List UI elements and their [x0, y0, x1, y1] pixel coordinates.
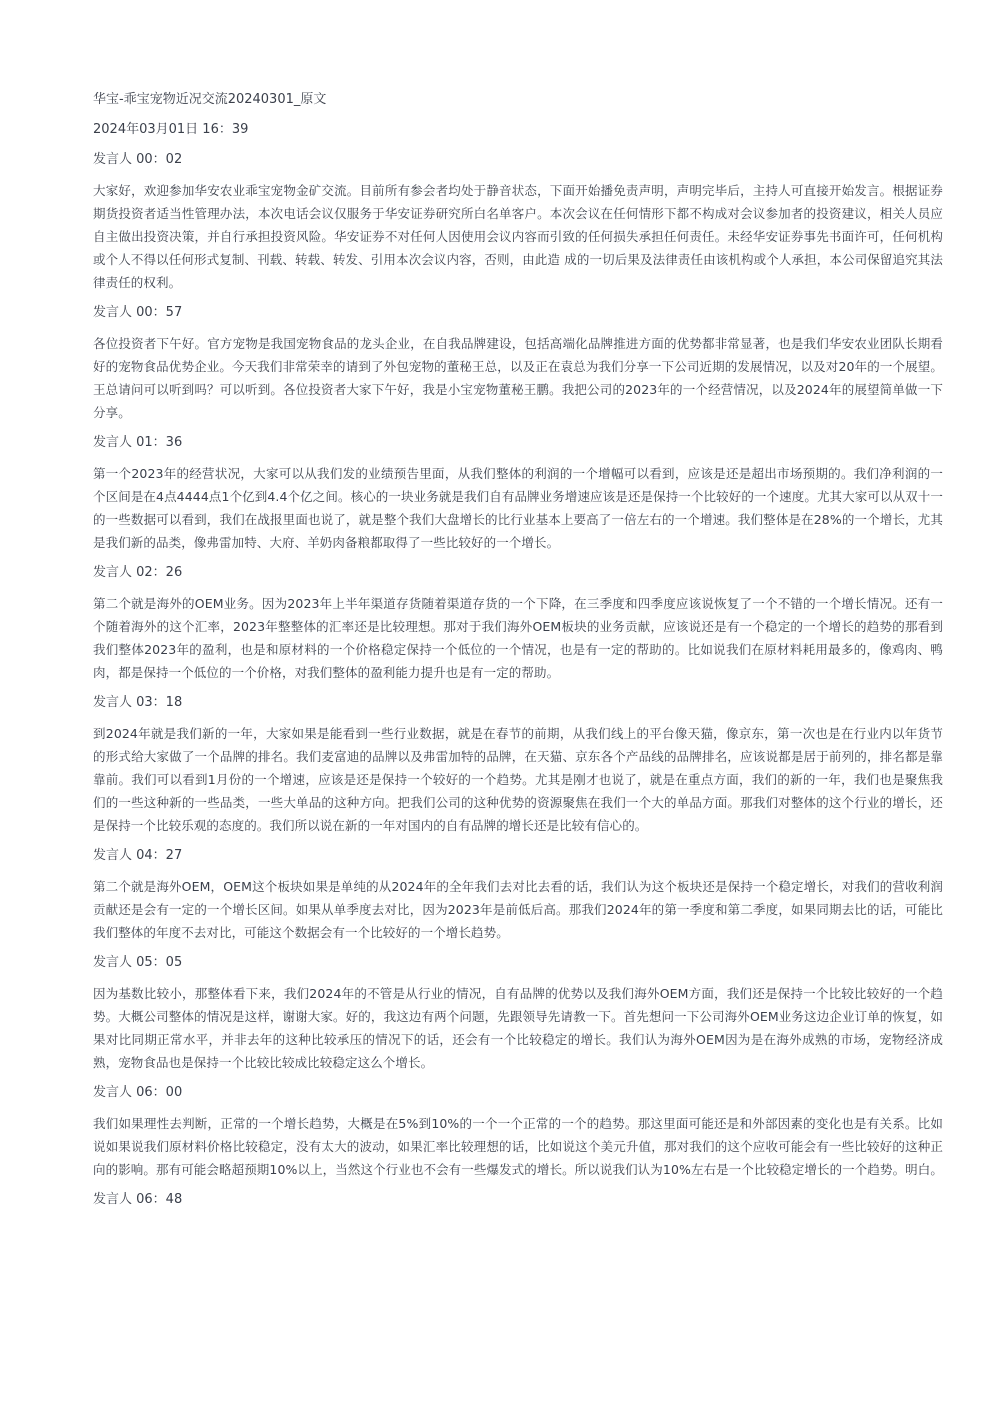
- speaker-label: 发言人 00：57: [93, 305, 183, 320]
- speaker-label: 发言人 00：02: [93, 152, 183, 167]
- speaker-label: 发言人 04：27: [93, 848, 183, 863]
- transcript-paragraph: 各位投资者下午好。官方宠物是我国宠物食品的龙头企业，在自我品牌建设，包括高端化品牌推进方面的优势都非常显著，也是我们华安农业团队长期看好的宠物食品优势企业。今天我们非常荣幸的请到了外包宠物的董秘王总，以及正在袁总为我们分享一下公司近期的发展情况，以及对20年的一个展望。王总请问可以听到吗？可以听到。各位投资者大家下午好，我是小宝宠物董秘王鹏。我把公司的2023年的一个经营情况，以及2024年的展望简单做一下分享。: [93, 336, 943, 420]
- transcript-paragraph: 到2024年就是我们新的一年，大家如果是能看到一些行业数据，就是在春节的前期，从我们线上的平台像天猫，像京东，第一次也是在行业内以年货节的形式给大家做了一个品牌的排名。我们麦富迪的品牌以及弗雷加特的品牌，在天猫、京东各个产品线的品牌排名，应该说都是居于前列的，排名都是靠靠前。我们可以看到1月份的一个增速，应该是还是保持一个较好的一个趋势。尤其是刚才也说了，就是在重点方面，我们的新的一年，我们也是聚焦我们的一些这种新的一些品类，一些大单品的这种方向。把我们公司的这种优势的资源聚焦在我们一个大的单品方面。那我们对整体的这个行业的增长，还是保持一个比较乐观的态度的。我们所以说在新的一年对国内的自有品牌的增长还是比较有信心的。: [93, 726, 943, 833]
- speaker-label: 发言人 01：36: [93, 435, 183, 450]
- transcript-page: [93, 90, 943, 1219]
- document-datetime: 2024年03月01日 16：39: [93, 122, 249, 137]
- document-title: 华宝-乖宝宠物近况交流20240301_原文: [93, 92, 327, 107]
- transcript-paragraph: 大家好，欢迎参加华安农业乖宝宠物金矿交流。目前所有参会者均处于静音状态，下面开始播免责声明，声明完毕后，主持人可直接开始发言。根据证券期货投资者适当性管理办法，本次电话会议仅服务于华安证券研究所白名单客户。本次会议在任何情形下都不构成对会议参加者的投资建议，相关人员应自主做出投资决策，并自行承担投资风险。华安证券不对任何人因使用会议内容而引致的任何损失承担任何责任。未经华安证券事先书面许可，任何机构或个人不得以任何形式复制、刊载、转载、转发、引用本次会议内容，否则，由此造 成的一切后果及法律责任由该机构或个人承担，本公司保留追究其法律责任的权利。: [93, 183, 943, 290]
- transcript-paragraph: 第二个就是海外的OEM业务。因为2023年上半年渠道存货随着渠道存货的一个下降，在三季度和四季度应该说恢复了一个不错的一个增长情况。还有一个随着海外的这个汇率，2023年整整体的汇率还是比较理想。那对于我们海外OEM板块的业务贡献，应该说还是有一个稳定的一个增长的趋势的那看到我们整体2023年的盈利，也是和原材料的一个价格稳定保持一个低位的一个情况，也是有一定的帮助的。比如说我们在原材料耗用最多的，像鸡肉、鸭肉，都是保持一个低位的一个价格，对我们整体的盈利能力提升也是有一定的帮助。: [93, 596, 943, 680]
- speaker-label: 发言人 03：18: [93, 695, 183, 710]
- transcript-paragraph: 我们如果理性去判断，正常的一个增长趋势，大概是在5%到10%的一个一个正常的一个的趋势。那这里面可能还是和外部因素的变化也是有关系。比如说如果说我们原材料价格比较稳定，没有太大的波动，如果汇率比较理想的话，比如说这个美元升值，那对我们的这个应收可能会有一些比较好的这种正向的影响。那有可能会略超预期10%以上，当然这个行业也不会有一些爆发式的增长。所以说我们认为10%左右是一个比较稳定增长的一个趋势。明白。: [93, 1116, 943, 1177]
- speaker-label: 发言人 06：48: [93, 1192, 183, 1207]
- transcript-paragraph: 第二个就是海外OEM，OEM这个板块如果是单纯的从2024年的全年我们去对比去看的话，我们认为这个板块还是保持一个稳定增长，对我们的营收利润贡献还是会有一定的一个增长区间。如果从单季度去对比，因为2023年是前低后高。那我们2024年的第一季度和第二季度，如果同期去比的话，可能比我们整体的年度不去对比，可能这个数据会有一个比较好的一个增长趋势。: [93, 879, 943, 940]
- transcript-paragraph: 第一个2023年的经营状况，大家可以从我们发的业绩预告里面，从我们整体的利润的一个增幅可以看到，应该是还是超出市场预期的。我们净利润的一个区间是在4点4444点1个亿到4.4个亿之间。核心的一块业务就是我们自有品牌业务增速应该是还是保持一个比较好的一个速度。尤其大家可以从双十一的一些数据可以看到，我们在战报里面也说了，就是整个我们大盘增长的比行业基本上要高了一倍左右的一个增速。我们整体是在28%的一个增长，尤其是我们新的品类，像弗雷加特、大府、羊奶肉备粮都取得了一些比较好的一个增长。: [93, 466, 943, 550]
- speaker-label: 发言人 02：26: [93, 565, 183, 580]
- speaker-label: 发言人 05：05: [93, 955, 183, 970]
- transcript-paragraph: 因为基数比较小，那整体看下来，我们2024年的不管是从行业的情况，自有品牌的优势以及我们海外OEM方面，我们还是保持一个比较比较好的一个趋势。大概公司整体的情况是这样，谢谢大家。好的，我这边有两个问题，先跟领导先请教一下。首先想问一下公司海外OEM业务这边企业订单的恢复，如果对比同期正常水平，并非去年的这种比较承压的情况下的话，还会有一个比较稳定的增长。我们认为海外OEM因为是在海外成熟的市场，宠物经济成熟，宠物食品也是保持一个比较比较成比较稳定这么个增长。: [93, 986, 943, 1070]
- speaker-label: 发言人 06：00: [93, 1085, 183, 1100]
